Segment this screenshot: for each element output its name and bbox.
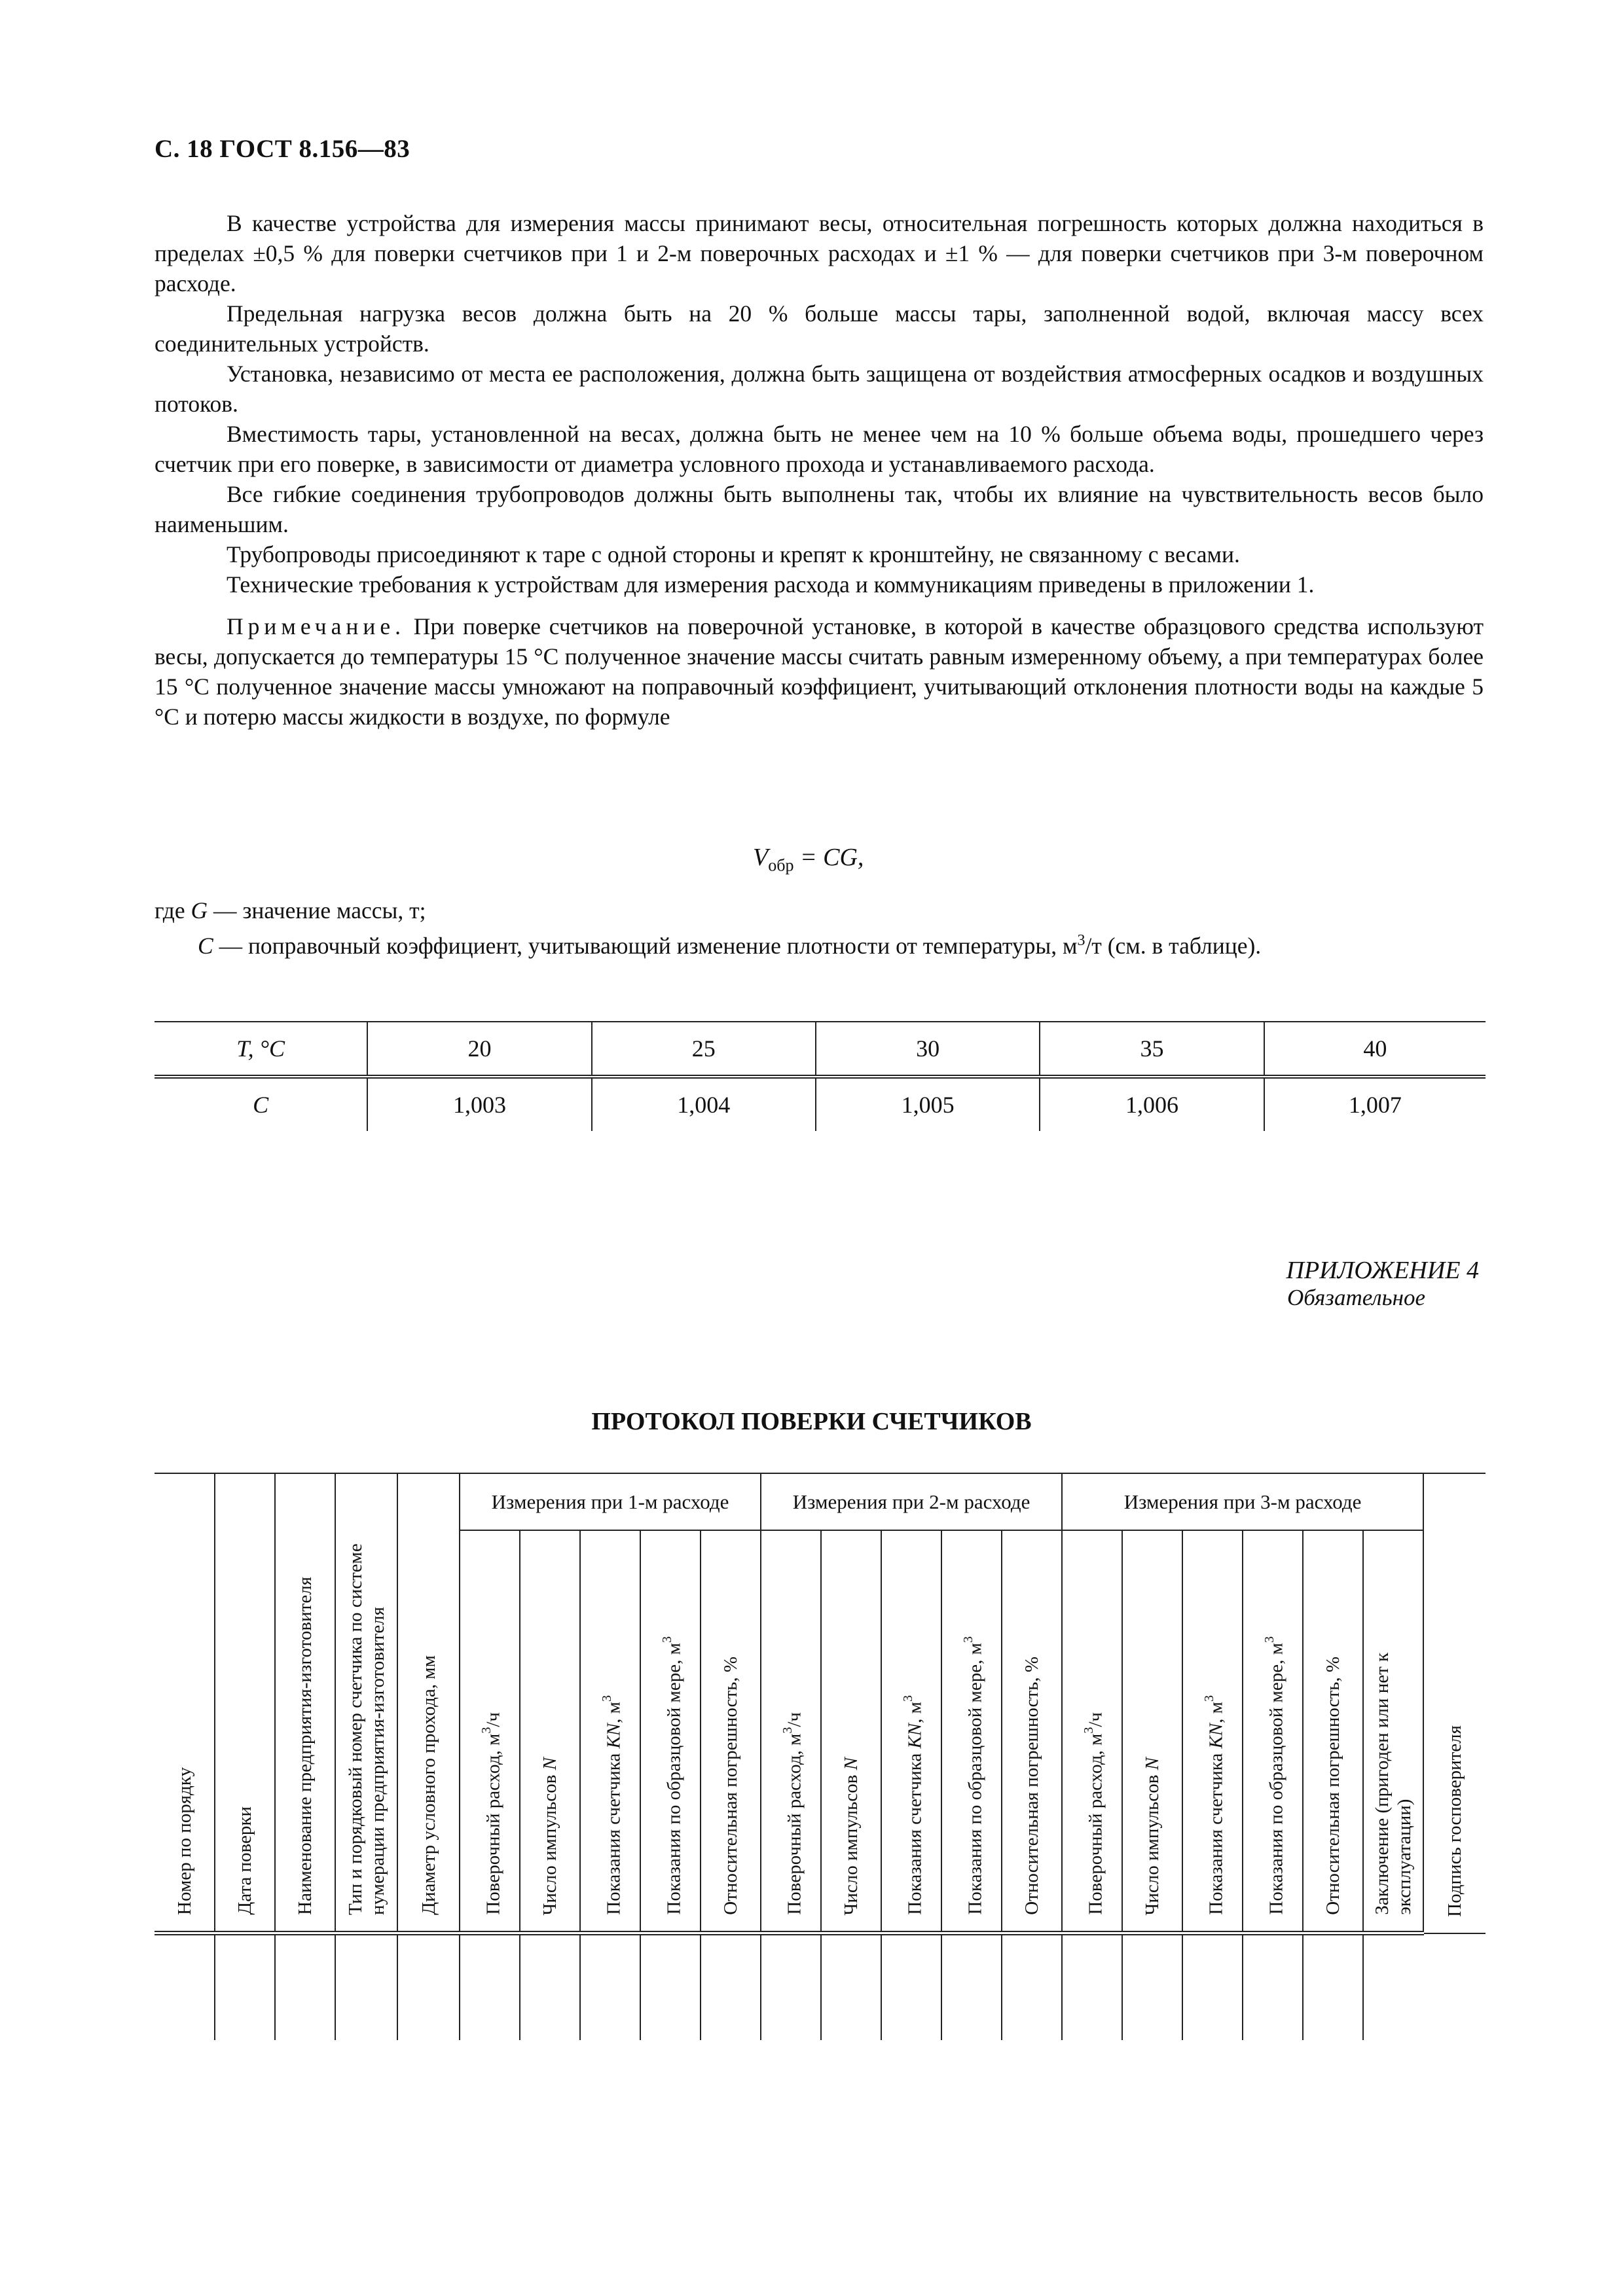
paragraph-3: Установка, независимо от места ее расположения, должна быть защищена от воздействия атмосферных осадков и воздушных потоков. xyxy=(155,361,1484,417)
empty-cell xyxy=(1002,1933,1062,2041)
table-cell-t-30: 30 xyxy=(816,1022,1040,1077)
empty-cell xyxy=(580,1933,640,2041)
table-row-temperature xyxy=(155,1022,1486,1077)
legend-g-symbol: G xyxy=(191,897,208,924)
formula-sub: обр xyxy=(768,855,794,875)
g2-counter: Показания счетчика KN, $м^3$ xyxy=(881,1530,941,1933)
table-row-coefficient xyxy=(155,1077,1486,1131)
protocol-table xyxy=(155,1473,1486,2040)
table-cell-t-25: 25 xyxy=(592,1022,816,1077)
g2-pulses: Число импульсов N xyxy=(821,1530,881,1933)
g3-error: Относительная погрешность, % xyxy=(1303,1530,1363,1933)
col-date-label: Дата поверки xyxy=(234,1806,255,1915)
g2-error: Относительная погрешность, % xyxy=(1002,1530,1062,1933)
g1-error: Относительная погрешность, % xyxy=(701,1530,761,1933)
table-cell-c-35: 1,006 xyxy=(1040,1077,1264,1131)
empty-cell xyxy=(881,1933,941,2041)
col-type-label: Тип и порядковый номер счетчика по системе нумерации предприятия-изготовителя xyxy=(344,1543,388,1915)
table-cell-c-20: 1,003 xyxy=(367,1077,591,1131)
empty-cell xyxy=(520,1933,580,2041)
protocol-title: ПРОТОКОЛ ПОВЕРКИ СЧЕТЧИКОВ xyxy=(591,1408,1032,1435)
col-date xyxy=(215,1473,275,1933)
col-diameter-label: Диаметр условного прохода, мм xyxy=(418,1655,439,1915)
empty-cell xyxy=(1062,1933,1122,2041)
empty-cell xyxy=(1363,1933,1423,2041)
g3-pulses: Число импульсов N xyxy=(1122,1530,1182,1933)
legend-c-text: — поправочный коэффициент, учитывающий изменение плотности от температуры, м xyxy=(213,932,1078,959)
table-cell-c-40: 1,007 xyxy=(1264,1077,1486,1131)
table-cell-t-20: 20 xyxy=(367,1022,591,1077)
col-signature xyxy=(1423,1473,1486,1933)
table-cell-t-label: T, °C xyxy=(155,1022,367,1077)
empty-cell xyxy=(701,1933,761,2041)
appendix-subtitle: Обязательное xyxy=(1287,1285,1425,1310)
note-paragraph xyxy=(155,611,1484,732)
col-number-label: Номер по порядку xyxy=(173,1767,195,1915)
paragraph-5: Все гибкие соединения трубопроводов должны быть выполнены так, чтобы их влияние на чувствительность весов было наименьшим. xyxy=(155,481,1484,537)
empty-cell xyxy=(640,1933,701,2041)
formula-rhs: = CG, xyxy=(793,844,864,871)
table-cell-t-40: 40 xyxy=(1264,1022,1486,1077)
formula-lhs: V xyxy=(753,844,769,871)
appendix-label xyxy=(1286,1257,1479,1312)
formula-legend xyxy=(155,895,1490,961)
group-2: Измерения при 2-м расходе xyxy=(761,1473,1062,1530)
protocol-empty-row xyxy=(155,1933,1486,2041)
legend-g xyxy=(155,895,1490,925)
coefficient-table xyxy=(155,1021,1486,1131)
empty-cell xyxy=(1182,1933,1243,2041)
paragraph-1: В качестве устройства для измерения массы принимают весы, относительная погрешность которых должна находиться в пределах ±0,5 % для поверки счетчиков при 1 и 2-м поверочных расходах и ±1 % — для поверки счетчиков при 3-м поверочном расходе. xyxy=(155,210,1484,296)
g1-pulses: Число импульсов N xyxy=(520,1530,580,1933)
appendix-title: ПРИЛОЖЕНИЕ 4 xyxy=(1286,1257,1479,1284)
empty-cell xyxy=(1122,1933,1182,2041)
empty-cell xyxy=(761,1933,821,2041)
empty-cell xyxy=(215,1933,275,2041)
table-cell-c-25: 1,004 xyxy=(592,1077,816,1131)
empty-cell xyxy=(460,1933,520,2041)
legend-c-sup: 3 xyxy=(1077,932,1085,949)
col-manufacturer xyxy=(275,1473,335,1933)
paragraph-7: Технические требования к устройствам для измерения расхода и коммуникациям приведены в приложении 1. xyxy=(227,571,1315,598)
group-1: Измерения при 1-м расходе xyxy=(460,1473,761,1530)
legend-c-symbol: C xyxy=(198,932,213,959)
empty-cell xyxy=(335,1933,397,2041)
page-header: С. 18 ГОСТ 8.156—83 xyxy=(155,135,410,163)
legend-c-tail: /т (см. в таблице). xyxy=(1085,932,1262,959)
note-text: При поверке счетчиков на поверочной установке, в которой в качестве образцового средства используют весы, допускается до температуры 15 °С полученное значение массы считать равным измеренному объему, а при температурах более 15 °С полученное значение массы умножают на поправочный коэффициент, учитывающий отклонения плотности воды на каждые 5 °С и потерю массы жидкости в воздухе, по формуле xyxy=(155,613,1484,730)
empty-cell xyxy=(941,1933,1002,2041)
table-cell-c-label: C xyxy=(253,1092,269,1118)
empty-cell xyxy=(155,1933,215,2041)
table-cell-c-30: 1,005 xyxy=(816,1077,1040,1131)
empty-cell xyxy=(1243,1933,1303,2041)
g3-measure: Показания по образцовой мере, $м^3$ xyxy=(1243,1530,1303,1933)
g2-measure: Показания по образцовой мере, $м^3$ xyxy=(941,1530,1002,1933)
empty-cell xyxy=(1303,1933,1363,2041)
protocol-header-row-1 xyxy=(155,1473,1486,1530)
legend-g-text: — значение массы, т; xyxy=(208,897,426,924)
col-number xyxy=(155,1473,215,1933)
g3-counter: Показания счетчика KN, $м^3$ xyxy=(1182,1530,1243,1933)
g3-conclusion: Заключение (пригоден или нет к эксплуатации) xyxy=(1363,1530,1423,1933)
legend-c xyxy=(155,925,1490,961)
g2-flow: Поверочный расход, $м^3/ч$ xyxy=(761,1530,821,1933)
empty-cell xyxy=(821,1933,881,2041)
g3-flow: Поверочный расход, $м^3/ч$ xyxy=(1062,1530,1122,1933)
empty-cell xyxy=(397,1933,460,2041)
col-signature-label: Подпись госповерителя xyxy=(1444,1725,1466,1917)
empty-cell xyxy=(275,1933,335,2041)
paragraph-2: Предельная нагрузка весов должна быть на 20 % больше массы тары, заполненной водой, включая массу всех соединительных устройств. xyxy=(155,300,1484,357)
body-text xyxy=(155,208,1484,732)
formula xyxy=(753,843,864,876)
legend-prefix: где xyxy=(155,897,191,924)
note-label: Примечание. xyxy=(227,613,405,639)
g1-flow: Поверочный расход, $м^3/ч$ xyxy=(460,1530,520,1933)
paragraph-4: Вместимость тары, установленной на весах, должна быть не менее чем на 10 % больше объема воды, прошедшего через счетчик при его поверке, в зависимости от диаметра условного прохода и устанавливаемого расхода. xyxy=(155,421,1484,477)
col-type xyxy=(335,1473,397,1933)
col-manufacturer-label: Наименование предприятия-изготовителя xyxy=(295,1577,316,1915)
g1-measure: Показания по образцовой мере, $м^3$ xyxy=(640,1530,701,1933)
group-3: Измерения при 3-м расходе xyxy=(1062,1473,1423,1530)
g1-counter: Показания счетчика KN, $м^3$ xyxy=(580,1530,640,1933)
paragraph-6: Трубопроводы присоединяют к таре с одной стороны и крепят к кронштейну, не связанному с весами. xyxy=(227,541,1240,567)
table-cell-t-35: 35 xyxy=(1040,1022,1264,1077)
col-diameter xyxy=(397,1473,460,1933)
